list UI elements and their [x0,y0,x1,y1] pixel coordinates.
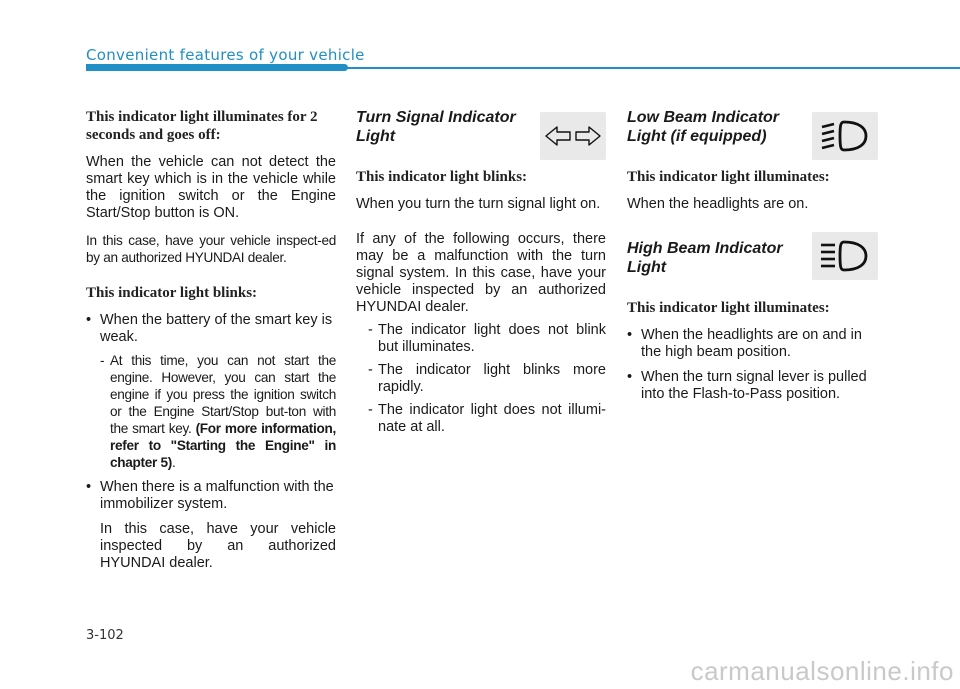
low-beam-headlight-icon [812,112,878,160]
heading-turn-blinks: This indicator light blinks: [356,169,528,185]
heading-low-illuminates: This indicator light illuminates: [627,169,830,185]
list-item [86,312,336,471]
paragraph-inspect-dealer: In this case, have your vehicle inspect-ed by an authorized HYUNDAI dealer. [86,233,336,265]
title-low-beam: Low Beam Indicator Light (if equipped) [627,109,780,145]
title-turn-signal: Turn Signal Indicator Light [356,109,516,145]
title-high-beam: High Beam Indicator Light [627,240,783,276]
paragraph-malfunction: If any of the following occurs, there may be a malfunction with the turn signal system. In this case, have your vehicle inspected by an authorized HYUNDAI dealer. [356,231,606,315]
list-item [100,352,336,471]
bullet-battery-weak: When the battery of the smart key is weak. [100,312,333,345]
high-beam-headlight-icon [812,232,878,280]
malfunction-list [356,322,606,436]
paragraph-turn-on: When you turn the turn signal light on. [356,196,601,212]
sub-item-text: At this time, you can not start the engine. However, you can start the engine if you press the ignition switch or the Engine Start/Stop but-ton with the smart key. [110,353,336,436]
turn-signal-arrows-icon [540,112,606,160]
watermark: carmanualsonline.info [690,656,954,686]
high-beam-list [627,327,877,403]
paragraph-headlights-on: When the headlights are on. [627,196,809,212]
list-item: - The indicator light does not illumi-nate at all. [356,402,606,436]
paragraph-inspect-dealer-2: In this case, have your vehicle inspected by an authorized HYUNDAI dealer. [100,521,336,571]
heading-illuminates-2s: This indicator light illuminates for 2 seconds and goes off: [86,109,318,143]
sub-item-end: . [171,455,176,470]
bullet-immobilizer: When there is a malfunction with the immobilizer system. [100,479,334,512]
list-item: • When the turn signal lever is pulled into the Flash-to-Pass position. [627,369,877,403]
list-item: - The indicator light blinks more rapidly. [356,362,606,396]
section-title: Convenient features of your vehicle [86,46,365,64]
header-accent-bar [86,64,348,71]
column-smart-key [86,108,336,582]
blink-causes-list [86,312,336,572]
list-item [86,479,336,572]
heading-blinks: This indicator light blinks: [86,285,258,301]
paragraph-smart-key-not-detected: When the vehicle can not detect the smart key which is in the vehicle while the ignition switch or the Engine Start/Stop button is ON. [86,154,336,221]
chapter-reference: (For more information, refer to "Starting the Engine" in chapter 5) [110,421,336,470]
list-item: - The indicator light does not blink but illuminates. [356,322,606,356]
sub-list [100,352,336,471]
page-number: 3-102 [86,628,124,643]
list-item: • When the headlights are on and in the high beam position. [627,327,877,361]
heading-high-illuminates: This indicator light illuminates: [627,300,830,316]
